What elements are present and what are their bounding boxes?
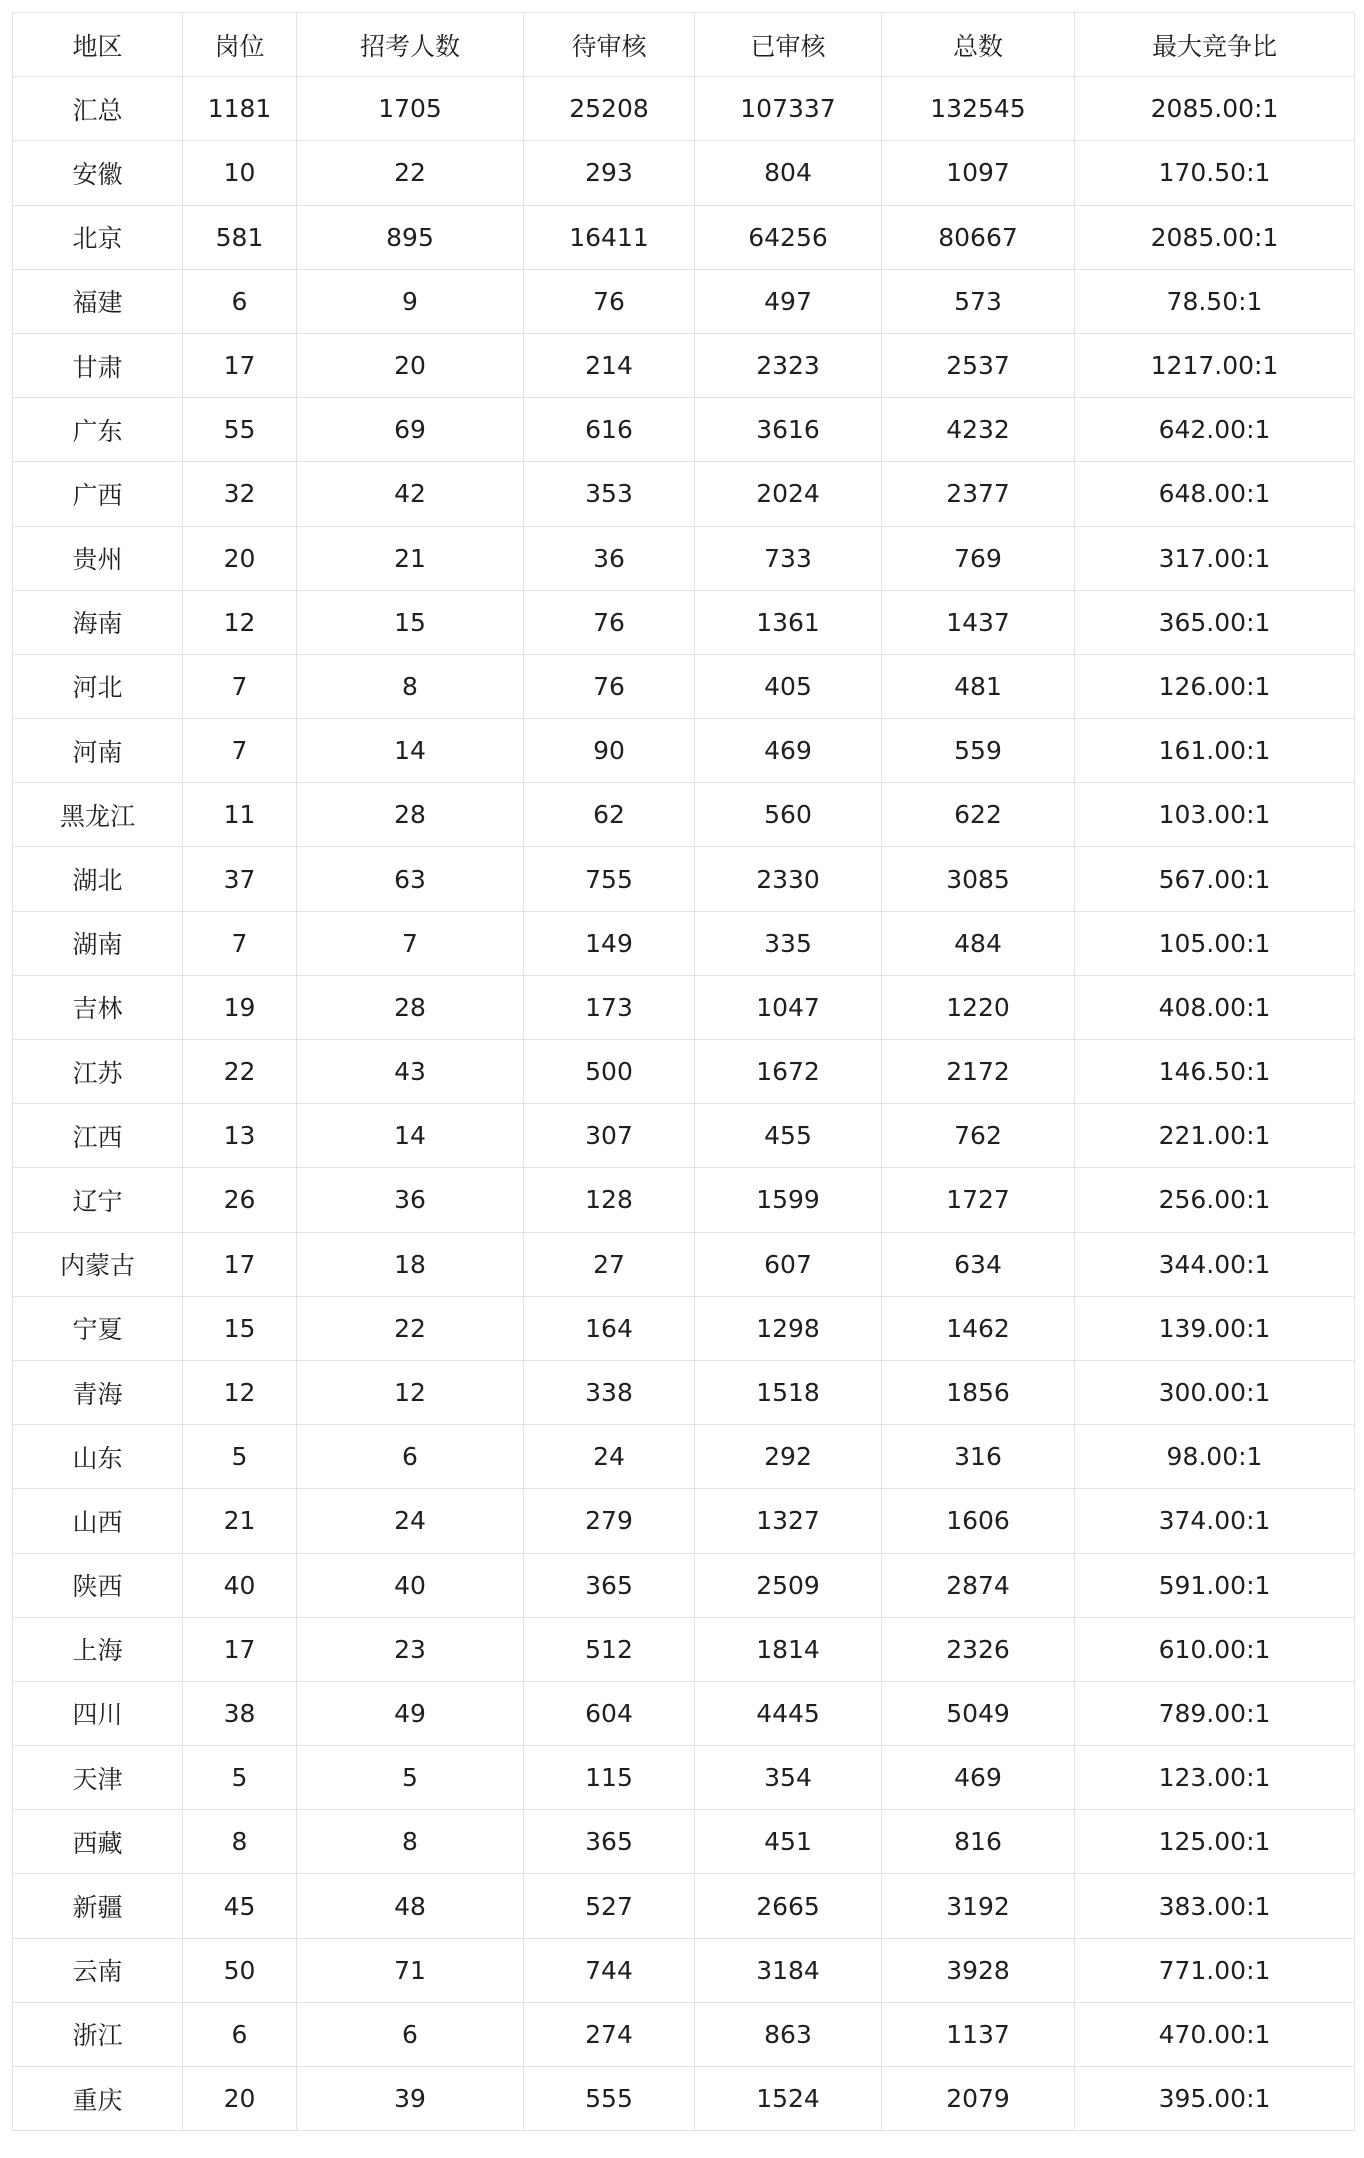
positions-cell: 5 [183,1425,297,1489]
positions-cell: 5 [183,1746,297,1810]
positions-cell: 12 [183,1360,297,1424]
table-row [13,2067,1355,2131]
region-cell: 新疆 [13,1874,183,1938]
positions-cell: 17 [183,1232,297,1296]
reviewed-cell: 107337 [695,77,882,141]
total-cell: 3192 [882,1874,1075,1938]
pending-review-cell: 36 [524,526,695,590]
region-cell: 内蒙古 [13,1232,183,1296]
reviewed-cell: 2665 [695,1874,882,1938]
table-row [13,1104,1355,1168]
pending-review-cell: 214 [524,333,695,397]
recruit-count-cell: 6 [297,2002,524,2066]
table-row [13,333,1355,397]
recruit-count-cell: 23 [297,1617,524,1681]
table-row [13,847,1355,911]
region-cell: 江西 [13,1104,183,1168]
region-cell: 青海 [13,1360,183,1424]
table-row [13,1681,1355,1745]
recruit-count-cell: 8 [297,1810,524,1874]
reviewed-cell: 451 [695,1810,882,1874]
total-cell: 622 [882,783,1075,847]
max-ratio-cell: 125.00:1 [1075,1810,1355,1874]
pending-review-cell: 279 [524,1489,695,1553]
pending-review-cell: 353 [524,462,695,526]
recruit-count-cell: 12 [297,1360,524,1424]
max-ratio-cell: 648.00:1 [1075,462,1355,526]
max-ratio-cell: 123.00:1 [1075,1746,1355,1810]
recruit-count-cell: 43 [297,1040,524,1104]
total-cell: 1220 [882,975,1075,1039]
region-cell: 山西 [13,1489,183,1553]
recruit-count-cell: 8 [297,654,524,718]
max-ratio-cell: 395.00:1 [1075,2067,1355,2131]
positions-cell: 10 [183,141,297,205]
recruit-count-cell: 71 [297,1938,524,2002]
table-row [13,1296,1355,1360]
reviewed-cell: 497 [695,269,882,333]
recruit-count-cell: 22 [297,1296,524,1360]
table-row [13,1617,1355,1681]
positions-cell: 8 [183,1810,297,1874]
total-cell: 316 [882,1425,1075,1489]
max-ratio-cell: 383.00:1 [1075,1874,1355,1938]
max-ratio-cell: 256.00:1 [1075,1168,1355,1232]
max-ratio-cell: 610.00:1 [1075,1617,1355,1681]
table-row [13,205,1355,269]
region-cell: 北京 [13,205,183,269]
positions-cell: 32 [183,462,297,526]
total-cell: 559 [882,719,1075,783]
recruit-count-cell: 895 [297,205,524,269]
region-cell: 福建 [13,269,183,333]
table-body [13,77,1355,2131]
pending-review-cell: 338 [524,1360,695,1424]
positions-cell: 21 [183,1489,297,1553]
pending-review-cell: 365 [524,1553,695,1617]
pending-review-cell: 512 [524,1617,695,1681]
recruit-count-cell: 18 [297,1232,524,1296]
recruit-count-cell: 39 [297,2067,524,2131]
recruit-count-cell: 42 [297,462,524,526]
header-pending-review: 待审核 [524,13,695,77]
table-row [13,719,1355,783]
recruit-count-cell: 20 [297,333,524,397]
region-cell: 陕西 [13,1553,183,1617]
positions-cell: 7 [183,719,297,783]
table-row [13,911,1355,975]
region-cell: 贵州 [13,526,183,590]
total-cell: 2874 [882,1553,1075,1617]
total-cell: 1097 [882,141,1075,205]
table-row [13,1746,1355,1810]
reviewed-cell: 1518 [695,1360,882,1424]
table-row [13,1232,1355,1296]
total-cell: 816 [882,1810,1075,1874]
region-cell: 甘肃 [13,333,183,397]
region-cell: 山东 [13,1425,183,1489]
positions-cell: 20 [183,526,297,590]
positions-cell: 12 [183,590,297,654]
reviewed-cell: 1814 [695,1617,882,1681]
recruit-count-cell: 22 [297,141,524,205]
max-ratio-cell: 2085.00:1 [1075,77,1355,141]
reviewed-cell: 1524 [695,2067,882,2131]
region-cell: 上海 [13,1617,183,1681]
pending-review-cell: 62 [524,783,695,847]
positions-cell: 40 [183,1553,297,1617]
pending-review-cell: 744 [524,1938,695,2002]
recruit-count-cell: 24 [297,1489,524,1553]
pending-review-cell: 365 [524,1810,695,1874]
total-cell: 3928 [882,1938,1075,2002]
positions-cell: 6 [183,269,297,333]
pending-review-cell: 307 [524,1104,695,1168]
max-ratio-cell: 374.00:1 [1075,1489,1355,1553]
registration-table [12,12,1355,2131]
reviewed-cell: 469 [695,719,882,783]
positions-cell: 37 [183,847,297,911]
max-ratio-cell: 126.00:1 [1075,654,1355,718]
positions-cell: 50 [183,1938,297,2002]
recruit-count-cell: 5 [297,1746,524,1810]
recruit-count-cell: 7 [297,911,524,975]
recruit-count-cell: 6 [297,1425,524,1489]
pending-review-cell: 90 [524,719,695,783]
max-ratio-cell: 642.00:1 [1075,398,1355,462]
recruit-count-cell: 15 [297,590,524,654]
reviewed-cell: 863 [695,2002,882,2066]
pending-review-cell: 27 [524,1232,695,1296]
total-cell: 1856 [882,1360,1075,1424]
pending-review-cell: 24 [524,1425,695,1489]
pending-review-cell: 604 [524,1681,695,1745]
recruit-count-cell: 40 [297,1553,524,1617]
total-cell: 5049 [882,1681,1075,1745]
positions-cell: 26 [183,1168,297,1232]
table-row [13,141,1355,205]
recruit-count-cell: 21 [297,526,524,590]
positions-cell: 22 [183,1040,297,1104]
pending-review-cell: 128 [524,1168,695,1232]
pending-review-cell: 76 [524,590,695,654]
pending-review-cell: 274 [524,2002,695,2066]
total-cell: 2172 [882,1040,1075,1104]
region-cell: 河南 [13,719,183,783]
table-row [13,462,1355,526]
table-row [13,526,1355,590]
max-ratio-cell: 2085.00:1 [1075,205,1355,269]
region-cell: 云南 [13,1938,183,2002]
reviewed-cell: 3184 [695,1938,882,2002]
recruit-count-cell: 48 [297,1874,524,1938]
region-cell: 吉林 [13,975,183,1039]
region-cell: 广西 [13,462,183,526]
header-region: 地区 [13,13,183,77]
reviewed-cell: 607 [695,1232,882,1296]
pending-review-cell: 616 [524,398,695,462]
max-ratio-cell: 344.00:1 [1075,1232,1355,1296]
reviewed-cell: 2509 [695,1553,882,1617]
max-ratio-cell: 78.50:1 [1075,269,1355,333]
reviewed-cell: 1361 [695,590,882,654]
recruit-count-cell: 9 [297,269,524,333]
region-cell: 重庆 [13,2067,183,2131]
header-positions: 岗位 [183,13,297,77]
total-cell: 481 [882,654,1075,718]
positions-cell: 17 [183,1617,297,1681]
positions-cell: 15 [183,1296,297,1360]
table-row [13,1874,1355,1938]
reviewed-cell: 3616 [695,398,882,462]
max-ratio-cell: 105.00:1 [1075,911,1355,975]
positions-cell: 13 [183,1104,297,1168]
reviewed-cell: 2330 [695,847,882,911]
reviewed-cell: 405 [695,654,882,718]
header-max-competition-ratio: 最大竞争比 [1075,13,1355,77]
region-cell: 湖北 [13,847,183,911]
pending-review-cell: 173 [524,975,695,1039]
region-cell: 广东 [13,398,183,462]
pending-review-cell: 25208 [524,77,695,141]
recruit-count-cell: 63 [297,847,524,911]
positions-cell: 6 [183,2002,297,2066]
pending-review-cell: 755 [524,847,695,911]
total-cell: 3085 [882,847,1075,911]
pending-review-cell: 555 [524,2067,695,2131]
table-row [13,1810,1355,1874]
total-cell: 2079 [882,2067,1075,2131]
reviewed-cell: 1672 [695,1040,882,1104]
recruit-count-cell: 28 [297,975,524,1039]
positions-cell: 19 [183,975,297,1039]
header-total: 总数 [882,13,1075,77]
max-ratio-cell: 470.00:1 [1075,2002,1355,2066]
total-cell: 1606 [882,1489,1075,1553]
recruit-count-cell: 36 [297,1168,524,1232]
reviewed-cell: 1599 [695,1168,882,1232]
positions-cell: 55 [183,398,297,462]
table-row [13,1553,1355,1617]
max-ratio-cell: 98.00:1 [1075,1425,1355,1489]
positions-cell: 7 [183,911,297,975]
recruit-count-cell: 1705 [297,77,524,141]
max-ratio-cell: 221.00:1 [1075,1104,1355,1168]
max-ratio-cell: 591.00:1 [1075,1553,1355,1617]
region-cell: 汇总 [13,77,183,141]
header-reviewed: 已审核 [695,13,882,77]
region-cell: 宁夏 [13,1296,183,1360]
table-row [13,2002,1355,2066]
max-ratio-cell: 146.50:1 [1075,1040,1355,1104]
total-cell: 1727 [882,1168,1075,1232]
max-ratio-cell: 567.00:1 [1075,847,1355,911]
table-row [13,398,1355,462]
reviewed-cell: 455 [695,1104,882,1168]
region-cell: 浙江 [13,2002,183,2066]
table-row [13,975,1355,1039]
reviewed-cell: 1047 [695,975,882,1039]
table-row [13,783,1355,847]
total-cell: 80667 [882,205,1075,269]
table-row [13,77,1355,141]
region-cell: 天津 [13,1746,183,1810]
reviewed-cell: 64256 [695,205,882,269]
region-cell: 江苏 [13,1040,183,1104]
total-cell: 2537 [882,333,1075,397]
table-row [13,590,1355,654]
pending-review-cell: 149 [524,911,695,975]
header-recruit-count: 招考人数 [297,13,524,77]
table-row [13,1938,1355,2002]
table-row [13,1425,1355,1489]
total-cell: 1137 [882,2002,1075,2066]
region-cell: 安徽 [13,141,183,205]
max-ratio-cell: 139.00:1 [1075,1296,1355,1360]
recruit-count-cell: 28 [297,783,524,847]
total-cell: 573 [882,269,1075,333]
total-cell: 1462 [882,1296,1075,1360]
table-row [13,1360,1355,1424]
table-row [13,1040,1355,1104]
reviewed-cell: 292 [695,1425,882,1489]
positions-cell: 17 [183,333,297,397]
reviewed-cell: 804 [695,141,882,205]
recruit-count-cell: 69 [297,398,524,462]
total-cell: 4232 [882,398,1075,462]
max-ratio-cell: 103.00:1 [1075,783,1355,847]
total-cell: 2326 [882,1617,1075,1681]
region-cell: 海南 [13,590,183,654]
region-cell: 河北 [13,654,183,718]
total-cell: 634 [882,1232,1075,1296]
pending-review-cell: 527 [524,1874,695,1938]
table-row [13,269,1355,333]
region-cell: 辽宁 [13,1168,183,1232]
max-ratio-cell: 170.50:1 [1075,141,1355,205]
pending-review-cell: 293 [524,141,695,205]
max-ratio-cell: 1217.00:1 [1075,333,1355,397]
total-cell: 132545 [882,77,1075,141]
region-cell: 西藏 [13,1810,183,1874]
reviewed-cell: 733 [695,526,882,590]
registration-table-container [12,12,1354,2131]
recruit-count-cell: 14 [297,719,524,783]
recruit-count-cell: 49 [297,1681,524,1745]
positions-cell: 38 [183,1681,297,1745]
pending-review-cell: 500 [524,1040,695,1104]
reviewed-cell: 354 [695,1746,882,1810]
table-row [13,654,1355,718]
total-cell: 769 [882,526,1075,590]
total-cell: 469 [882,1746,1075,1810]
pending-review-cell: 164 [524,1296,695,1360]
table-row [13,1168,1355,1232]
total-cell: 2377 [882,462,1075,526]
reviewed-cell: 560 [695,783,882,847]
reviewed-cell: 335 [695,911,882,975]
max-ratio-cell: 408.00:1 [1075,975,1355,1039]
table-row [13,1489,1355,1553]
table-header-row [13,13,1355,77]
region-cell: 四川 [13,1681,183,1745]
pending-review-cell: 76 [524,269,695,333]
positions-cell: 581 [183,205,297,269]
reviewed-cell: 2024 [695,462,882,526]
max-ratio-cell: 300.00:1 [1075,1360,1355,1424]
reviewed-cell: 4445 [695,1681,882,1745]
reviewed-cell: 1327 [695,1489,882,1553]
region-cell: 湖南 [13,911,183,975]
max-ratio-cell: 789.00:1 [1075,1681,1355,1745]
max-ratio-cell: 317.00:1 [1075,526,1355,590]
total-cell: 484 [882,911,1075,975]
positions-cell: 20 [183,2067,297,2131]
positions-cell: 7 [183,654,297,718]
max-ratio-cell: 161.00:1 [1075,719,1355,783]
pending-review-cell: 115 [524,1746,695,1810]
positions-cell: 1181 [183,77,297,141]
pending-review-cell: 76 [524,654,695,718]
max-ratio-cell: 771.00:1 [1075,1938,1355,2002]
reviewed-cell: 1298 [695,1296,882,1360]
total-cell: 1437 [882,590,1075,654]
total-cell: 762 [882,1104,1075,1168]
positions-cell: 45 [183,1874,297,1938]
positions-cell: 11 [183,783,297,847]
region-cell: 黑龙江 [13,783,183,847]
pending-review-cell: 16411 [524,205,695,269]
recruit-count-cell: 14 [297,1104,524,1168]
reviewed-cell: 2323 [695,333,882,397]
max-ratio-cell: 365.00:1 [1075,590,1355,654]
